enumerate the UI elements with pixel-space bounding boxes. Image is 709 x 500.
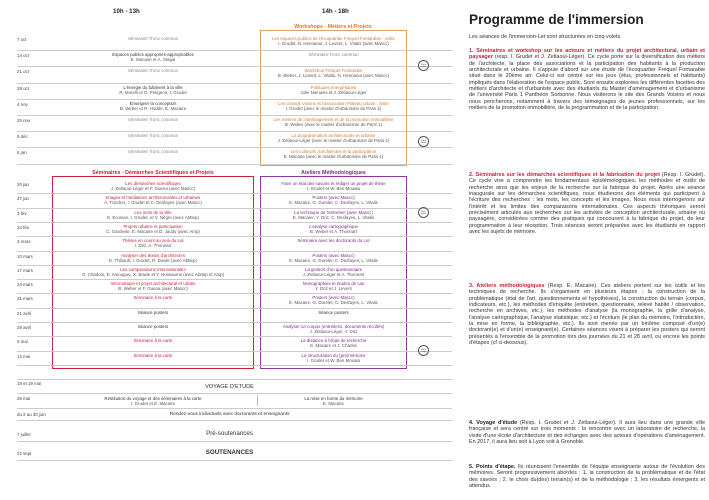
afternoon-session: Séance posters [318, 309, 349, 315]
point-etape-stamp: Point étape [418, 60, 429, 71]
row-date: 6 jan [17, 150, 27, 156]
point-etape-stamp: Point étape [418, 136, 429, 147]
row-date: 3 mars [17, 239, 31, 245]
afternoon-session: Politiques énergétiques Julie Nieuwes et J. Zetlaoui-Léger [300, 84, 367, 95]
row-date: 5 mai [17, 339, 28, 345]
afternoon-session: Posters (avec Mascc) E. Macaire, G. Durelet, C. Desfayes, L. Vitalis [289, 195, 378, 206]
afternoon-session: La programmation architecturale et urbaine J. Zetlaoui-Léger (avec le master d'urbanisme de Paris 1) [277, 133, 390, 144]
morning-session: Séminaire Tronc commun [127, 117, 179, 122]
afternoon-session: L'analyse cartographique B. Weber et A. Thonnart [309, 223, 358, 234]
row-date: 24 fév [17, 224, 29, 230]
seminaires-title: Séminaires - Démarches Scientifiques et Projets [92, 170, 214, 176]
afternoon-session: Les métiers de l'aménagement et de la promotion immobilière B. Weber (avec le master d'urbanisme de Paris 1) [273, 117, 394, 127]
morning-session: Analyser des textes d'architectes E. Thibault, I. Grudet, R. Dowle (avec Abttep) [109, 252, 197, 263]
row-date: 28 oct [17, 85, 29, 91]
row-date: 10 mars [17, 253, 33, 259]
afternoon-session: La technique de l'entretien (avec Mascc) E. Macaire, Y. Driz, C. Desfayes, L. Vitalis [292, 209, 375, 220]
afternoon-session: La distance à l'objet de recherche E. Macaire et J. Chantis [300, 338, 367, 349]
row-date: 25 nov [17, 118, 31, 123]
row-date: 7 juillet [17, 432, 31, 437]
row-date: 22 sept [17, 451, 32, 456]
morning-session: Les démarches scientifiques J. Zetlaoui-Léger et F. Guena (avec Mascc) [110, 181, 196, 191]
morning-session: Séminaire à la carte [133, 338, 173, 344]
morning-column-header: 10h - 13h [113, 8, 140, 15]
restitution-cell: Restitution du voyage et des séminaires à la carte I. Grudet et E. Macaire [104, 396, 202, 406]
morning-session: Les mots de la ville E. Ecosian, I. Grudet. et V. Négre (avec Abttep) [107, 209, 199, 220]
morning-session: Enseigner la conception B. Weber et R. Hodde, E. Macaire [119, 100, 187, 111]
row-date: 24 mars [17, 282, 33, 288]
afternoon-session: Séminaire avec les doctorants du Let [297, 238, 370, 244]
row-date: 9 déc [17, 134, 28, 140]
programme-section-1: 1. Séminaires et workshop sur les acteurs et métiers du projet architectural, urbain et paysager (resp. I. Grudet et J. Zetlaoui-Léger). Ce cycle porte sur la diversification des métiers de l'architecte, la place des associations et la participation des habitants à la production architecturale et urbaine. Il s'appuie d'abord sur une étude de l'écoquartier Fréquel Fontarabie situé dans le 20ème arr. Celui-ci est centré sur les jeux (élus, professionnels et habitants) impliqués dans l'élaboration de l'espace public. Sont ensuite explorées les différentes facettes des métiers d'architecte et d'urbaniste avec des étudiants du Master d'aménagement et d'urbanisme de l'université Paris 1 Panthéon Sorbonne. Nous visiterons le site des Grands Voisins et nous nous pencherons, notamment à travers des témoignages de jeunes professionnels, sur les métiers de la promotion immobilière, de la programmation et de la participation. [469, 48, 705, 112]
row-date: 26 mai [17, 396, 31, 401]
programme-column [469, 0, 705, 500]
afternoon-session: Les collectifs d'architectes et la participation E. Macaire (avec le master d'urbanisme de Paris 1) [283, 149, 384, 160]
morning-session: L'énergie du bâtiment à la ville R. Morelli et O. Petigeon, I. Grudet [119, 84, 187, 95]
soutenances: SOUTENANCES [205, 449, 254, 456]
morning-session: Informatique et projet architectural et urbain B. Weber et F. Guena (avec Mascc) [110, 281, 196, 292]
row-date: 18 et 19 mai [17, 381, 42, 386]
programme-section-2: 2. Séminaires sur les démarches scientifiques et la fabrication du projet (Resp. I. Grudet). Ce cycle vise à comprendre les fondamentaux épistémologiques, les méthodes et outils de recherche ainsi que les enjeux de la recherche sur la fabrique du projet. Après une séance inaugurale sur les démarches scientifiques, nous étudierons des éléments qui participent à l'écriture des recherches : les mots, les concepts et les images. Nous nous interrogerons sur l'intérêt et les limites des comparaisons internationales. Ces aspects théoriques seront précisément articulés aux recherches sur les activités de conception architecturale, urbaine ou paysagère, considérées comme des pratiques qui concourent à la fabrique du projet, de leur programmation à leur réception. Trois séances seront préparées avec les étudiants en rapport avec les sujets de mémoire. [469, 172, 706, 236]
programme-section-3: 3. Ateliers méthodologiques (Resp. E. Macaire). Ces ateliers portent sur les outils et les techniques de recherche. Ils s'organisent en plusieurs étapes : la construction de la problématique (état de l'art, questionnements et hypothèses), la construction du terrain (corpus, indicateurs, etc.), les méthodes d'enquête (entretien, questionnaire, relevé habité / observation, recherche en archives, etc.), les méthodes d'analyse (la monographie, la grille d'analyse, l'analyse cartographique, l'analyse statistique, etc.) et l'écriture (le plan du mémoire, l'introduction, la mise en forme, la bibliographie, etc.). Ils sont menés par un binôme composé d'un(e) doctorant(e) et d'un(e) enseignant(e). Certaines séances visent à préparer les posters qui seront présentés à l'ensemble de la promotion lors des journées du 21 et 28 avril, ou encore les points d'étapes (cf ci-dessous). [469, 283, 705, 347]
morning-session: Séminaire Tronc commun [127, 133, 179, 139]
afternoon-session: Workshop Fréquel Fontarabie B. Weber, J. Levent, L. Vitalis, N. Hennaoui (avec Mascc) [277, 68, 390, 79]
afternoon-session: Posters (avec Mascc) E. Macaire, G. Durelet, C. Desfayes, L. Vitalis [289, 295, 378, 306]
row-date: 14 oct [17, 53, 29, 59]
programme-section-5: 5. Points d'étape. Ils réunissent l'ensemble de l'équipe enseignante autour de l'évolution des mémoires. Seront progressivement abordés : 1. la construction de la problématique et de l'état des savoirs ; 2. le choix du(des) terrain(s) et de la méthodologie ; 3. les résultats émergents et attendus. [469, 464, 705, 490]
row-date: 3 fév [17, 210, 27, 216]
morning-session: Images et médiations architecturales et urbaines A. Tüscher, I. Grudet et C. Desfayes (avec Mascc) [104, 195, 202, 206]
row-date: 27 jan [17, 196, 29, 202]
afternoon-session: Faire un état des savoirs et rédiger un projet de thèse I. Grudet et W. Ben Mouaia [281, 181, 386, 191]
morning-session: Séance posters [137, 324, 169, 329]
row-date: 7 oct [17, 37, 27, 42]
mise-en-forme-cell: La mise en forme du mémoire E. Macaire [304, 396, 363, 406]
morning-session: Projets urbains et participation C. Gardesle, E. Macaire et D. Jaudy (avec Amp) [106, 223, 200, 234]
row-date: 20 jan [17, 182, 29, 187]
afternoon-session: La structuration du (pré)mémoire I. Grudet et W. Ben Mouaia [301, 352, 366, 363]
programme-title: Programme de l'immersion [469, 12, 644, 27]
afternoon-session: Monographies et études de cas Y. Driz et J. Levent [302, 281, 365, 292]
row-date: 17 mars [17, 267, 33, 273]
ateliers-title: Ateliers Méthodologiques [301, 170, 366, 176]
voyage-etude: VOYAGE D'ETUDE [205, 384, 254, 390]
morning-session: Séminaire Tronc commun [127, 68, 179, 74]
afternoon-session: Les Grands Voisins et l'association Plateau urbain : visite I. Grudet (avec le master d'urbanisme de Paris 1) [278, 100, 389, 111]
programme-intro: Les séances de l'immersion-Let sont structurées en cinq volets. [469, 34, 622, 40]
morning-session: Séance posters [137, 309, 169, 315]
morning-session: Séminaire à la carte [133, 295, 173, 301]
rendez-vous-row: Rendez-vous individuels avec doctorants et enseignants [169, 412, 290, 417]
row-date: du 2 au 30 juin [17, 412, 46, 417]
afternoon-session: Posters (avec Mascc) E. Macaire, G. Durelet, C. Desfayes, L. Vitalis [289, 252, 378, 263]
row-date: 28 avril [17, 325, 32, 330]
row-date: 21 oct [17, 69, 29, 75]
programme-section-4: 4. Voyage d'étude (Resp. I. Grudet et J. Zetlaoui-Léger). Il aura lieu dans une grande ville française et sera centré sur trois moments : la rencontre avec un laboratoire de recherche, la visite d'une école d'architecture et des échanges avec des acteurs d'opérations d'aménagement. En 2017, il aura lieu soit à Lyon soit à Grenoble. [469, 420, 705, 446]
afternoon-column-header: 14h - 18h [322, 8, 349, 15]
point-etape-stamp: Point étape [418, 207, 429, 218]
row-date: 12 mai [17, 353, 31, 359]
row-date: 4 nov [17, 101, 28, 107]
workshops-title: Workshops - Métiers et Projets [294, 24, 372, 30]
pre-soutenances: Pré-soutenances [206, 430, 253, 437]
afternoon-session: Les espaces publics de l'écoquartier Fréquel Fontarabie - visite I. Grudet, N. Hennaoui, J. Levent, L. Vitalis (avec Mascc) [272, 36, 395, 46]
row-date: 31 mars [17, 296, 33, 302]
afternoon-session: Séminaire Tronc commun [308, 52, 359, 58]
morning-session: Espaces publics appropriés-appropriables E. Macaire et A. Stagia [112, 52, 194, 63]
morning-session: Séminaire à la carte [133, 352, 173, 358]
morning-session: Les comparaisons internationales O. Chadoin, E. Amougou, X. Bowie et Y. Nussaume (avec Abttep et Amp) [81, 266, 225, 277]
row-date: 21 avril [17, 310, 32, 316]
afternoon-session: La gestion d'un questionnaire J. Zetlaoui-Léger et A. Thonnart [302, 266, 365, 277]
point-etape-stamp: Point étape [418, 345, 429, 356]
morning-session: Séminaire Tronc commun [127, 149, 179, 155]
morning-session: Thèses en cours au sein du Let I. Driz, A. Thonnart [122, 238, 184, 249]
afternoon-session: Analyser un corpus (entretiens, documents récoltés) J. Zetlaoui-Léger, Y. Driz [282, 324, 385, 334]
morning-session: Séminaire Tronc commun [127, 36, 179, 41]
